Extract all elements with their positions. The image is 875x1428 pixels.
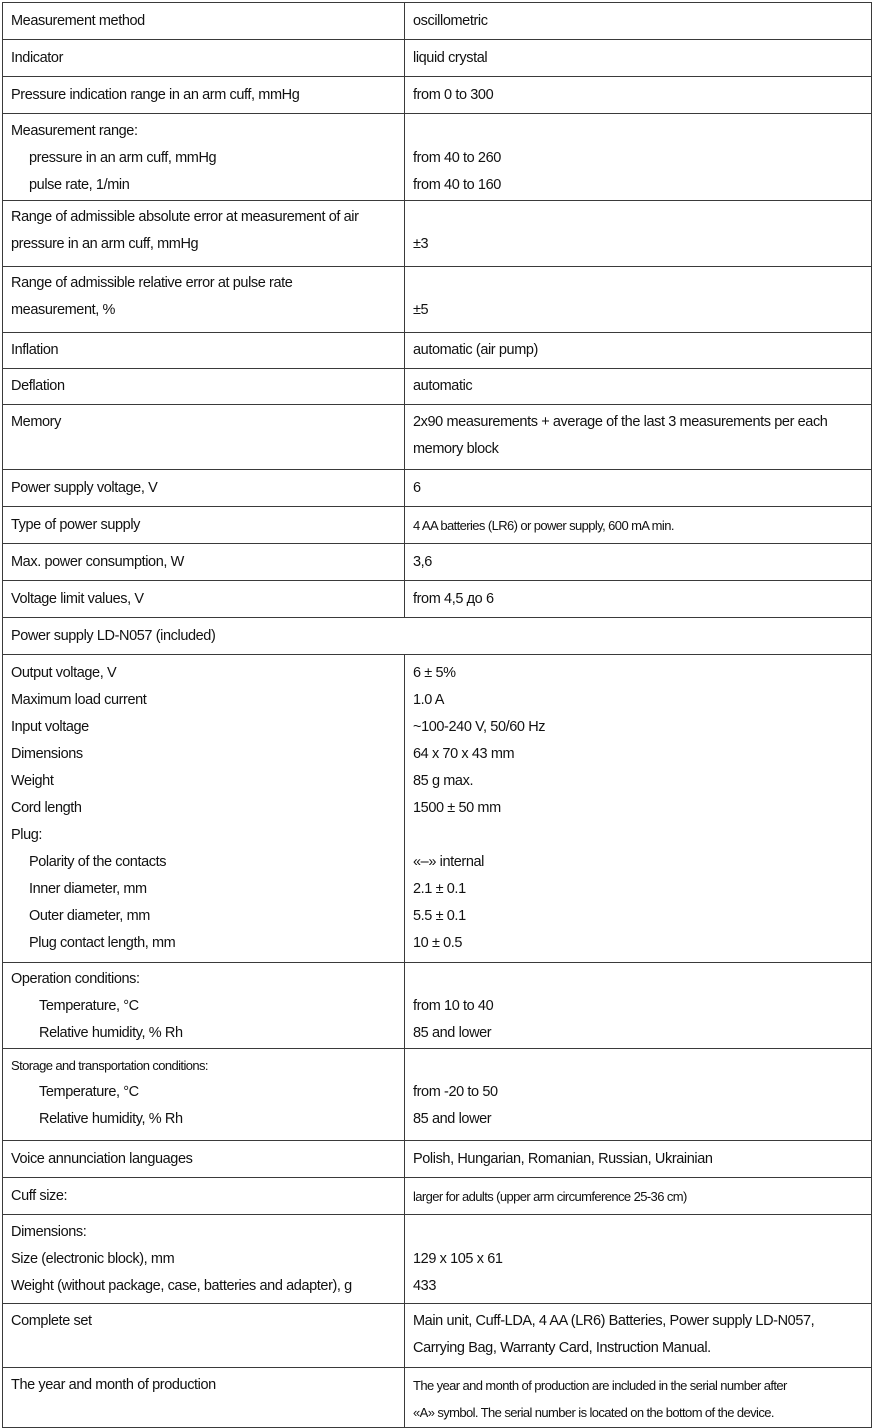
param-text: pressure in an arm cuff, mmHg (11, 236, 199, 252)
param-cell (3, 470, 405, 507)
param-cell (3, 963, 405, 1049)
param-text: Outer diameter, mm (29, 908, 150, 924)
param-text: Range of admissible absolute error at measurement of air (11, 209, 359, 225)
value-text: from 0 to 300 (413, 87, 494, 103)
value-text: from 4,5 до 6 (413, 591, 494, 607)
param-cell (3, 655, 405, 963)
value-cell (405, 201, 872, 267)
value-text: 6 (413, 480, 421, 496)
table-row (3, 40, 872, 77)
value-cell (405, 40, 872, 77)
param-text: Storage and transportation conditions: (11, 1058, 208, 1073)
value-text (413, 822, 863, 849)
table-row (3, 1304, 872, 1368)
value-cell (405, 1178, 872, 1215)
param-cell (3, 1304, 405, 1368)
param-text: Inner diameter, mm (29, 881, 147, 897)
param-cell (3, 40, 405, 77)
value-text: 433 (413, 1278, 436, 1294)
value-cell (405, 405, 872, 470)
value-text: ~100-240 V, 50/60 Hz (413, 719, 546, 735)
value-cell (405, 369, 872, 405)
value-text: 64 x 70 x 43 mm (413, 746, 515, 762)
value-cell (405, 470, 872, 507)
value-cell (405, 333, 872, 369)
table-row (3, 405, 872, 470)
table-row (3, 470, 872, 507)
value-text (413, 1219, 863, 1246)
param-text: Power supply voltage, V (11, 480, 158, 496)
param-text: Relative humidity, % Rh (39, 1111, 183, 1127)
param-text: Output voltage, V (11, 665, 117, 681)
table-row (3, 369, 872, 405)
value-text: ±3 (413, 236, 429, 252)
value-cell (405, 963, 872, 1049)
param-text: Maximum load current (11, 692, 147, 708)
param-text: Max. power consumption, W (11, 554, 184, 570)
table-row (3, 1178, 872, 1215)
param-cell (3, 114, 405, 201)
table-row (3, 1141, 872, 1178)
value-text: Polish, Hungarian, Romanian, Russian, Ukrainian (413, 1151, 713, 1167)
value-cell (405, 114, 872, 201)
value-text: 2x90 measurements + average of the last 3 measurements per each (413, 414, 828, 430)
value-text: 85 and lower (413, 1025, 492, 1041)
section-title: Power supply LD-N057 (included) (11, 628, 216, 644)
value-text: larger for adults (upper arm circumference 25-36 cm) (413, 1189, 687, 1204)
param-text: Cuff size: (11, 1188, 68, 1204)
param-text: Size (electronic block), mm (11, 1251, 175, 1267)
value-text: 3,6 (413, 554, 432, 570)
value-cell (405, 581, 872, 618)
param-cell (3, 333, 405, 369)
value-text: ±5 (413, 302, 429, 318)
value-cell (405, 1049, 872, 1141)
value-cell (405, 267, 872, 333)
table-row (3, 333, 872, 369)
param-cell (3, 369, 405, 405)
param-text: Type of power supply (11, 517, 141, 533)
value-text: from 40 to 160 (413, 177, 501, 193)
value-text: from 40 to 260 (413, 150, 501, 166)
table-row (3, 267, 872, 333)
value-text: 1.0 A (413, 692, 445, 708)
table-row (3, 3, 872, 40)
value-text: 4 AA batteries (LR6) or power supply, 600 mA min. (413, 518, 674, 533)
value-text (413, 270, 863, 297)
param-cell (3, 1049, 405, 1141)
value-text: liquid crystal (413, 50, 488, 66)
param-text: Weight (11, 773, 54, 789)
value-text: The year and month of production are included in the serial number after (413, 1378, 787, 1393)
value-cell (405, 1368, 872, 1428)
param-text: Deflation (11, 378, 65, 394)
value-text: automatic (air pump) (413, 342, 538, 358)
table-row (3, 114, 872, 201)
param-text: Dimensions (11, 746, 83, 762)
value-text: from -20 to 50 (413, 1084, 498, 1100)
value-cell (405, 1215, 872, 1304)
param-text: Weight (without package, case, batteries and adapter), g (11, 1278, 352, 1294)
value-text: «–» internal (413, 854, 484, 870)
table-row (3, 544, 872, 581)
table-row (3, 581, 872, 618)
value-cell (405, 1141, 872, 1178)
value-text: automatic (413, 378, 473, 394)
param-text: Complete set (11, 1313, 92, 1329)
table-row (3, 1049, 872, 1141)
param-cell (3, 544, 405, 581)
param-text: Voice annunciation languages (11, 1151, 193, 1167)
param-cell (3, 405, 405, 470)
table-row (3, 655, 872, 963)
param-cell (3, 507, 405, 544)
param-text: Inflation (11, 342, 59, 358)
value-text: 10 ± 0.5 (413, 935, 463, 951)
table-row (3, 77, 872, 114)
value-cell (405, 507, 872, 544)
value-text: 2.1 ± 0.1 (413, 881, 466, 897)
param-text: measurement, % (11, 302, 115, 318)
specifications-table (2, 2, 872, 1428)
param-text: Range of admissible relative error at pulse rate (11, 275, 293, 291)
value-cell (405, 1304, 872, 1368)
param-cell (3, 267, 405, 333)
section-row (3, 618, 872, 655)
value-text: memory block (413, 441, 499, 457)
value-text: «A» symbol. The serial number is located on the bottom of the device. (413, 1405, 774, 1420)
table-row (3, 963, 872, 1049)
value-text (413, 1052, 863, 1079)
value-text: oscillometric (413, 13, 488, 29)
value-text: Main unit, Cuff-LDA, 4 AA (LR6) Batteries, Power supply LD-N057, (413, 1313, 815, 1329)
param-cell (3, 77, 405, 114)
param-cell (3, 1141, 405, 1178)
param-cell (3, 1368, 405, 1428)
param-text: Operation conditions: (11, 971, 140, 987)
value-text: 6 ± 5% (413, 665, 456, 681)
param-text: pressure in an arm cuff, mmHg (29, 150, 217, 166)
param-text: Measurement method (11, 13, 145, 29)
param-cell (3, 581, 405, 618)
section-heading (3, 618, 872, 655)
value-cell (405, 544, 872, 581)
param-text: Polarity of the contacts (29, 854, 167, 870)
param-text: Dimensions: (11, 1224, 87, 1240)
param-text: Plug contact length, mm (29, 935, 176, 951)
param-cell (3, 201, 405, 267)
table-row (3, 1215, 872, 1304)
param-text: The year and month of production (11, 1377, 216, 1393)
value-text: 85 and lower (413, 1111, 492, 1127)
table-row (3, 1368, 872, 1428)
value-text: 5.5 ± 0.1 (413, 908, 466, 924)
param-text: Measurement range: (11, 123, 138, 139)
value-cell (405, 655, 872, 963)
value-text: from 10 to 40 (413, 998, 494, 1014)
param-cell (3, 1178, 405, 1215)
value-text: 85 g max. (413, 773, 474, 789)
table-row (3, 201, 872, 267)
value-text: Carrying Bag, Warranty Card, Instruction Manual. (413, 1340, 711, 1356)
param-text: pulse rate, 1/min (29, 177, 130, 193)
param-text: Temperature, °C (39, 1084, 139, 1100)
param-cell (3, 3, 405, 40)
param-text: Input voltage (11, 719, 89, 735)
value-text: 1500 ± 50 mm (413, 800, 501, 816)
value-text (413, 966, 863, 993)
table-row (3, 507, 872, 544)
value-text (413, 204, 863, 231)
value-cell (405, 3, 872, 40)
param-text: Indicator (11, 50, 64, 66)
param-text: Memory (11, 414, 61, 430)
param-text: Temperature, °C (39, 998, 139, 1014)
param-text: Plug: (11, 827, 43, 843)
value-text: 129 x 105 x 61 (413, 1251, 503, 1267)
param-text: Voltage limit values, V (11, 591, 144, 607)
value-cell (405, 77, 872, 114)
value-text (413, 118, 863, 145)
param-text: Relative humidity, % Rh (39, 1025, 183, 1041)
param-cell (3, 1215, 405, 1304)
param-text: Cord length (11, 800, 82, 816)
param-text: Pressure indication range in an arm cuff, mmHg (11, 87, 300, 103)
